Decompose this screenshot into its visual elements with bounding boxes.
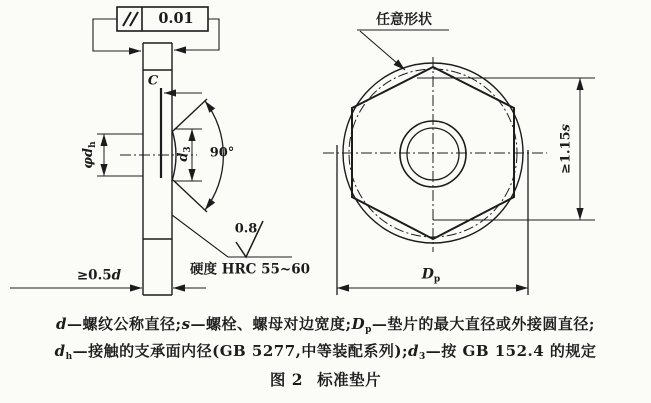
any-shape-label: 任意形状	[376, 12, 432, 28]
min-height-label: ≥1.15s	[558, 124, 574, 174]
dp-dimension-label: $D_p$	[421, 266, 441, 285]
hardness-note: 硬度 HRC 55~60	[189, 261, 311, 278]
min-thickness-label: ≥0.5d	[76, 267, 122, 284]
dh-dimension-label: $\varphi d_h$	[81, 141, 98, 169]
any-shape-leader	[357, 30, 449, 70]
countersink-angle-label: 90°	[209, 145, 235, 161]
chamfer-label: C	[147, 73, 159, 89]
figure-title: 图 2 标准垫片	[269, 370, 382, 389]
caption-line-1: d—螺纹公称直径;s—螺栓、螺母对边宽度$;D_p—$垫片的最大直径或外接圆直径;	[56, 315, 595, 335]
roughness-value: 0.8	[234, 221, 258, 237]
roughness-mark	[172, 215, 292, 257]
caption-line-2: $d_h—$接触的支承面内径(GB 5277,中等装配系列)$;d_3—$按 GB 152.4 的规定	[54, 342, 597, 362]
face-view	[323, 30, 595, 295]
parallelism-icon	[123, 12, 138, 26]
parallelism-tolerance-value: 0.01	[158, 9, 194, 27]
d3-dimension-label: $d_3$	[176, 146, 193, 162]
tolerance-leader-lines	[93, 19, 219, 51]
section-view	[10, 7, 292, 295]
